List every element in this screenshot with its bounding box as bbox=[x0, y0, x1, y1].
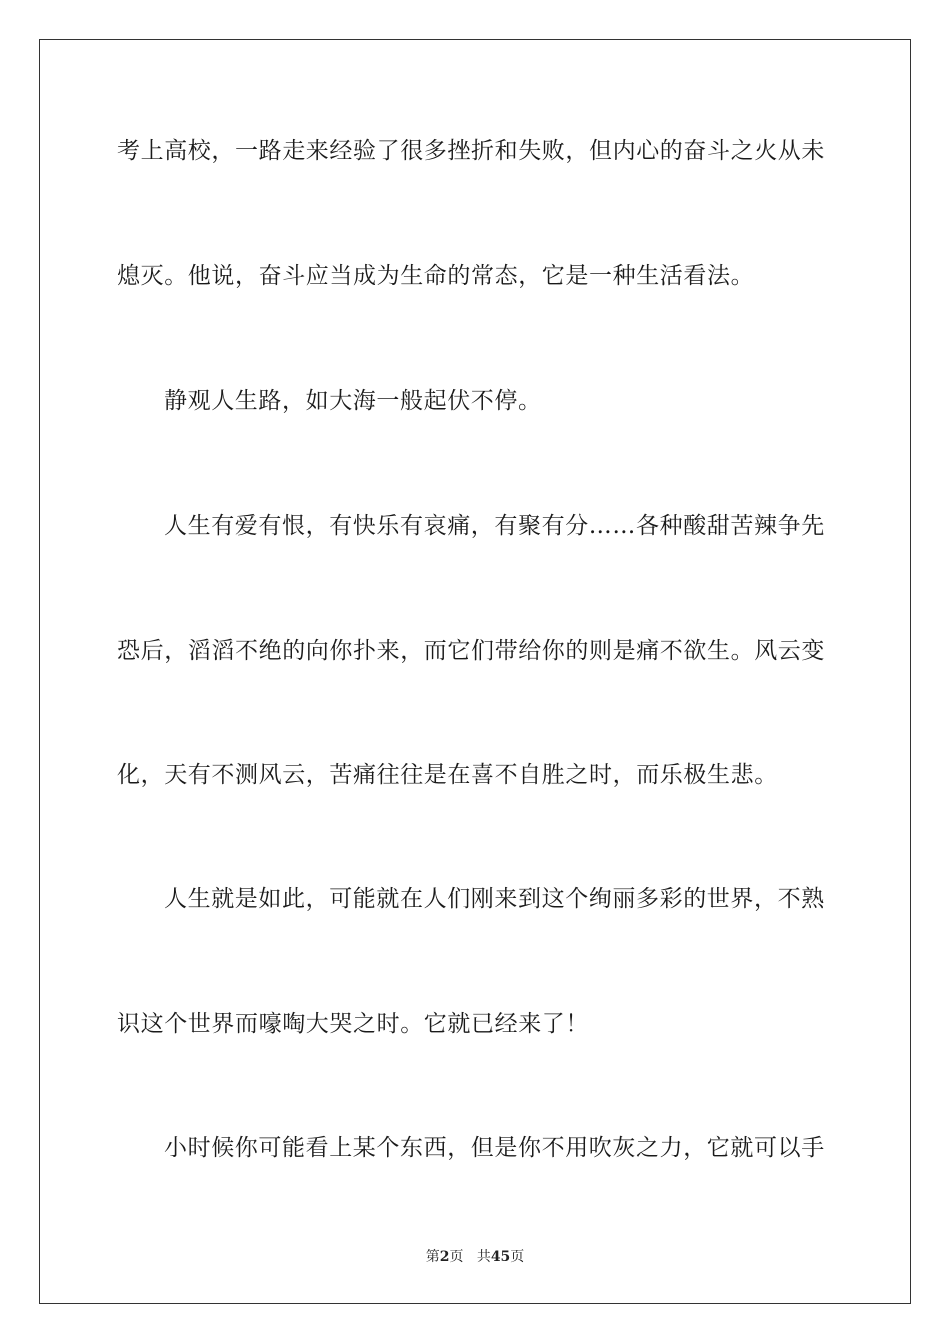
page-footer bbox=[0, 1248, 950, 1266]
page-border bbox=[39, 39, 911, 1304]
total-label-suffix: 页 bbox=[510, 1249, 525, 1265]
text-line-1: 考上高校，一路走来经验了很多挫折和失败，但内心的奋斗之火从未 bbox=[117, 138, 825, 164]
text-line-6: 化，天有不测风云，苦痛往往是在喜不自胜之时，而乐极生悲。 bbox=[117, 762, 778, 788]
text-line-7: 人生就是如此，可能就在人们刚来到这个绚丽多彩的世界，不熟 bbox=[164, 886, 825, 912]
page-label-suffix: 页 bbox=[449, 1249, 464, 1265]
text-line-9: 小时候你可能看上某个东西，但是你不用吹灰之力，它就可以手 bbox=[164, 1135, 825, 1161]
text-line-3: 静观人生路，如大海一般起伏不停。 bbox=[164, 388, 542, 414]
total-label-prefix: 共 bbox=[476, 1249, 491, 1265]
text-line-2: 熄灭。他说，奋斗应当成为生命的常态，它是一种生活看法。 bbox=[117, 263, 755, 289]
text-line-8: 识这个世界而嚎啕大哭之时。它就已经来了！ bbox=[117, 1011, 589, 1037]
total-pages: 45 bbox=[490, 1249, 511, 1265]
text-line-4: 人生有爱有恨，有快乐有哀痛，有聚有分……各种酸甜苦辣争先 bbox=[164, 513, 825, 539]
text-line-5: 恐后，滔滔不绝的向你扑来，而它们带给你的则是痛不欲生。风云变 bbox=[117, 638, 825, 664]
page-label-prefix: 第 bbox=[425, 1249, 440, 1265]
page-number: 2 bbox=[439, 1249, 450, 1265]
